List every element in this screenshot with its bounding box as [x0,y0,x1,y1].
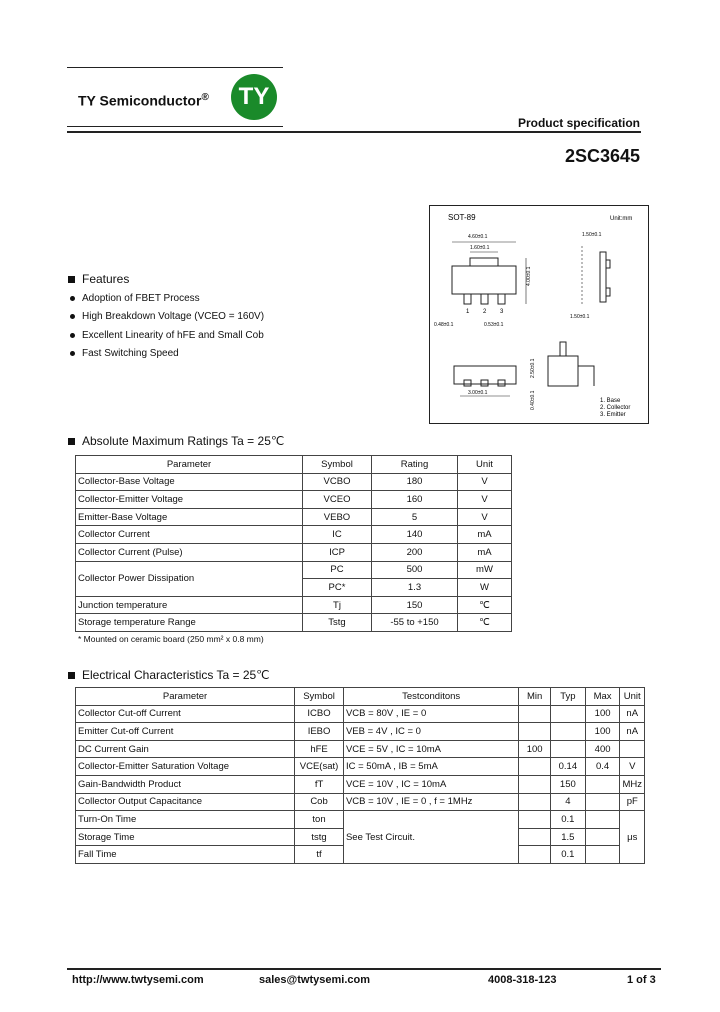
table-cell: V [458,491,512,509]
table-cell: VCEO [303,491,372,509]
section-bullet-icon [68,438,75,445]
dim-tab: 1.60±0.1 [470,245,490,251]
dim-width: 4.60±0.1 [468,234,488,240]
footer-rule [67,968,661,970]
table-cell: ℃ [458,596,512,614]
column-header: Typ [551,688,586,706]
feature-item: Excellent Linearity of hFE and Small Cob [70,330,264,341]
table-row [76,793,645,811]
top-view-tab [470,258,498,266]
feature-item: High Breakdown Voltage (VCEO = 160V) [70,311,264,322]
table-cell: pF [620,793,645,811]
table-cell [551,723,586,741]
pin-desc-2: 2. Collector [600,405,631,411]
table-cell: VEBO [303,508,372,526]
table-cell: Collector-Base Voltage [76,473,303,491]
table-cell [585,828,620,846]
column-header: Parameter [76,688,295,706]
table-cell: 100 [585,723,620,741]
abs-max-footnote: * Mounted on ceramic board (250 mm² x 0.8 mm) [78,634,264,644]
features-title: Features [68,272,129,286]
table-row [76,705,645,723]
bullet-icon [70,333,75,338]
table-cell: 140 [372,526,458,544]
table-cell: fT [295,775,344,793]
top-view-body [452,266,516,294]
pin-label-1: 1 [466,309,470,315]
col-header: Parameter [76,456,303,474]
drawing-element [606,288,610,296]
table-cell [585,793,620,811]
table-cell: V [458,473,512,491]
bullet-icon [70,296,75,301]
table-cell: ℃ [458,614,512,632]
col-header: Unit [458,456,512,474]
drawing-element [606,260,610,268]
section-bullet-icon [68,672,75,679]
table-cell: 500 [372,561,458,579]
table-header-row [76,688,645,706]
pin-1 [464,294,471,304]
table-cell: Junction temperature [76,596,303,614]
column-header: Max [585,688,620,706]
section-bullet-icon [68,276,75,283]
table-cell [519,723,551,741]
column-header: Min [519,688,551,706]
table-cell: VEB = 4V , IC = 0 [343,723,518,741]
col-header: Rating [372,456,458,474]
switching-condition: See Test Circuit. [343,811,518,864]
table-cell: VCBO [303,473,372,491]
table-cell: IC [303,526,372,544]
company-logo: TY [231,74,277,120]
pin-desc-3: 3. Emitter [600,412,626,418]
table-cell: 100 [585,705,620,723]
table-cell: Storage temperature Range [76,614,303,632]
table-cell: ICP [303,543,372,561]
table-cell: 5 [372,508,458,526]
switching-unit: μs [620,811,645,864]
table-cell: Collector Current (Pulse) [76,543,303,561]
table-cell: V [620,758,645,776]
drawing-element [498,380,505,386]
table-cell: 0.1 [551,811,586,829]
table-cell: Emitter Cut-off Current [76,723,295,741]
table-cell: IC = 50mA , IB = 5mA [343,758,518,776]
table-row [76,758,645,776]
footer-url[interactable]: http://www.twtysemi.com [72,974,204,986]
package-drawing [429,205,649,424]
dim-pin-mid: 0.53±0.1 [484,322,504,328]
table-cell: PC* [303,579,372,597]
table-cell: PC [303,561,372,579]
table-cell: Collector-Emitter Voltage [76,491,303,509]
table-cell: 150 [551,775,586,793]
bullet-icon [70,314,75,319]
col-header: Symbol [303,456,372,474]
table-cell: Collector Output Capacitance [76,793,295,811]
drawing-element [481,380,488,386]
table-cell: VCE = 10V , IC = 10mA [343,775,518,793]
table-row [76,491,512,509]
footer-phone: 4008-318-123 [488,974,557,986]
column-header: Unit [620,688,645,706]
table-cell: Turn-On Time [76,811,295,829]
table-cell [585,811,620,829]
table-cell: Fall Time [76,846,295,864]
table-cell: Tj [303,596,372,614]
table-row [76,526,512,544]
table-row [76,543,512,561]
table-cell: Collector Current [76,526,303,544]
footer-page: 1 of 3 [627,974,656,986]
dim-pin-width: 0.48±0.1 [434,322,454,328]
table-cell: tstg [295,828,344,846]
table-cell: MHz [620,775,645,793]
table-cell: 0.14 [551,758,586,776]
part-number: 2SC3645 [564,146,640,166]
abs-max-title: Absolute Maximum Ratings Ta = 25℃ [68,434,284,448]
dim-end-1: 2.50±0.1 [530,358,536,378]
header-rule-main [67,131,641,133]
pin-label-2: 2 [483,309,487,315]
drawing-element [560,342,566,356]
table-cell: mA [458,526,512,544]
table-cell [519,811,551,829]
elec-title: Electrical Characteristics Ta = 25℃ [68,668,270,682]
package-outline-svg [430,206,648,423]
table-cell: 400 [585,740,620,758]
table-cell: Storage Time [76,828,295,846]
package-name: SOT-89 [448,213,476,222]
table-cell: IEBO [295,723,344,741]
dim-side-bottom: 1.50±0.1 [570,314,590,320]
table-cell: VCE = 5V , IC = 10mA [343,740,518,758]
dim-height: 4.00±0.1 [526,266,532,286]
table-cell: hFE [295,740,344,758]
elec-table [75,687,645,864]
table-cell [620,740,645,758]
table-cell [519,775,551,793]
company-name: TY Semiconductor® [78,92,209,109]
table-cell: VCE(sat) [295,758,344,776]
table-cell: Tstg [303,614,372,632]
header-rule-mid [67,126,283,127]
column-header: Testconditons [343,688,518,706]
table-cell: 180 [372,473,458,491]
table-cell: ICBO [295,705,344,723]
dim-bottom: 3.00±0.1 [468,390,488,396]
table-cell: nA [620,723,645,741]
pin-desc-1: 1. Base [600,398,621,404]
abs-max-table [75,455,512,632]
table-cell: tf [295,846,344,864]
bullet-icon [70,351,75,356]
table-cell [519,705,551,723]
table-cell: Collector Power Dissipation [76,561,303,596]
table-cell: Cob [295,793,344,811]
feature-item: Fast Switching Speed [70,348,179,359]
table-cell: -55 to +150 [372,614,458,632]
table-cell: mW [458,561,512,579]
side-view-body [600,252,606,302]
table-cell: VCB = 10V , IE = 0 , f = 1MHz [343,793,518,811]
table-cell [519,828,551,846]
dim-end-2: 0.40±0.1 [530,390,536,410]
table-row [76,723,645,741]
table-cell: 150 [372,596,458,614]
table-cell: V [458,508,512,526]
table-header-row [76,456,512,474]
table-cell [551,740,586,758]
table-cell [585,775,620,793]
column-header: Symbol [295,688,344,706]
header-rule-top [67,67,283,68]
table-cell: 200 [372,543,458,561]
table-cell: 1.3 [372,579,458,597]
table-row [76,740,645,758]
table-cell: mA [458,543,512,561]
table-cell: ton [295,811,344,829]
table-cell: W [458,579,512,597]
product-spec-label: Product specification [517,116,640,130]
table-row [76,473,512,491]
table-row [76,811,645,829]
end-view-body [548,356,578,386]
table-cell: VCB = 80V , IE = 0 [343,705,518,723]
drawing-element [578,366,594,386]
footer-email[interactable]: sales@twtysemi.com [259,974,370,986]
table-cell: DC Current Gain [76,740,295,758]
table-cell: 4 [551,793,586,811]
table-cell: 1.5 [551,828,586,846]
table-cell: 160 [372,491,458,509]
table-row [76,596,512,614]
table-cell: 0.4 [585,758,620,776]
table-cell: Collector-Emitter Saturation Voltage [76,758,295,776]
table-cell [519,846,551,864]
pin-2 [481,294,488,304]
dim-side-top: 1.50±0.1 [582,232,602,238]
table-cell: 0.1 [551,846,586,864]
table-cell [519,758,551,776]
table-row [76,775,645,793]
table-row [76,614,512,632]
table-row [76,561,512,579]
table-cell [551,705,586,723]
feature-item: Adoption of FBET Process [70,293,200,304]
table-cell: Collector Cut-off Current [76,705,295,723]
table-cell [519,793,551,811]
package-unit: Unit:mm [610,216,633,222]
bottom-view-body [454,366,516,384]
table-cell: 100 [519,740,551,758]
pin-label-3: 3 [500,309,504,315]
table-cell: Gain-Bandwidth Product [76,775,295,793]
pin-3 [498,294,505,304]
table-cell: nA [620,705,645,723]
table-cell [585,846,620,864]
table-cell: Emitter-Base Voltage [76,508,303,526]
table-row [76,508,512,526]
drawing-element [464,380,471,386]
